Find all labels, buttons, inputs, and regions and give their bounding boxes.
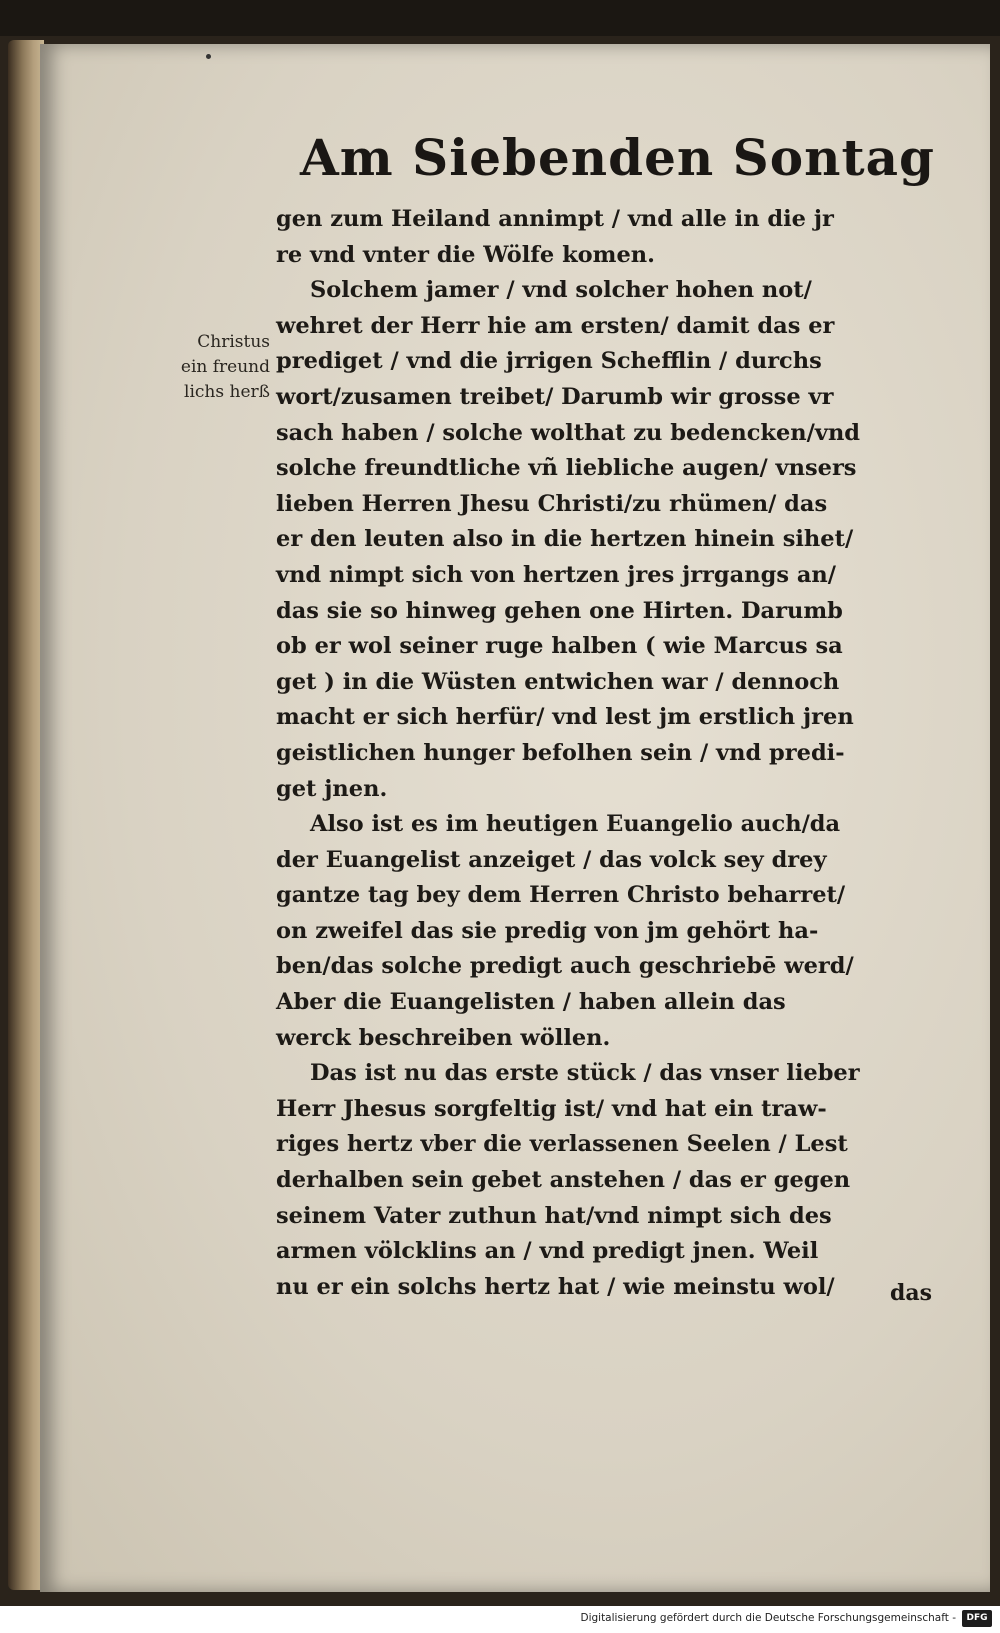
catchword: das	[889, 1280, 932, 1306]
text-line: er den leuten also in die hertzen hinein sihet/	[276, 526, 854, 553]
text-line: prediget / vnd die jrrigen Schefflin / durchs	[276, 348, 822, 375]
marginal-note	[130, 330, 270, 405]
text-line: get ) in die Wüsten entwichen war / dennoch	[276, 668, 840, 695]
text-line: armen völcklins an / vnd predigt jnen. Weil	[276, 1238, 819, 1265]
text-line: derhalben sein gebet anstehen / das er gegen	[276, 1167, 851, 1194]
text-line: re vnd vnter die Wölfe komen.	[276, 241, 655, 268]
footer-bar	[0, 1606, 1000, 1633]
text-line: ben/das solche predigt auch geschriebē werd/	[276, 953, 854, 980]
text-line: macht er sich herfür/ vnd lest jm erstlich jren	[276, 704, 854, 731]
digitization-credit: Digitalisierung gefördert durch die Deutsche Forschungsgemeinschaft -	[580, 1612, 956, 1624]
page-edge	[8, 40, 44, 1590]
text-line: das sie so hinweg gehen one Hirten. Darumb	[276, 597, 843, 624]
text-line: get jnen.	[276, 775, 388, 802]
text-line: solche freundtliche vñ liebliche augen/ vnsers	[276, 455, 857, 482]
text-line: Das ist nu das erste stück / das vnser lieber	[310, 1060, 860, 1087]
marginal-line: ein freund	[180, 357, 270, 377]
text-line: on zweifel das sie predig von jm gehört ha-	[276, 917, 819, 944]
running-header: Am Siebenden Sontag	[300, 128, 935, 187]
text-line: ob er wol seiner ruge halben ( wie Marcus sa	[276, 633, 843, 660]
body-text	[276, 202, 926, 1305]
text-line: sach haben / solche wolthat zu bedencken/vnd	[276, 419, 861, 446]
ink-spot	[206, 54, 211, 59]
text-line: wort/zusamen treibet/ Darumb wir grosse vr	[276, 383, 834, 410]
text-line: gen zum Heiland annimpt / vnd alle in die jr	[276, 206, 834, 232]
text-line: Herr Jhesus sorgfeltig ist/ vnd hat ein traw-	[276, 1095, 827, 1122]
text-line: gantze tag bey dem Herren Christo beharret/	[276, 882, 846, 909]
text-line: geistlichen hunger befolhen sein / vnd predi-	[276, 739, 845, 766]
text-line: seinem Vater zuthun hat/vnd nimpt sich des	[276, 1202, 832, 1229]
marginal-line: Christus	[197, 332, 270, 352]
text-line: Solchem jamer / vnd solcher hohen not/	[310, 277, 812, 304]
text-line: riges hertz vber die verlassenen Seelen / Lest	[276, 1131, 848, 1158]
text-line: nu er ein solchs hertz hat / wie meinstu wol/	[276, 1273, 835, 1300]
text-line: der Euangelist anzeiget / das volck sey drey	[276, 846, 827, 873]
text-line: werck beschreiben wöllen.	[276, 1024, 611, 1051]
text-line: vnd nimpt sich von hertzen jres jrrgangs an/	[276, 561, 836, 588]
dfg-logo-icon: DFG	[962, 1610, 992, 1627]
text-line: wehret der Herr hie am ersten/ damit das er	[276, 312, 835, 339]
text-line: lieben Herren Jhesu Christi/zu rhümen/ das	[276, 490, 828, 517]
text-line: Also ist es im heutigen Euangelio auch/da	[310, 811, 841, 838]
text-line: Aber die Euangelisten / haben allein das	[276, 989, 786, 1016]
marginal-line: lichs herß	[184, 382, 270, 402]
